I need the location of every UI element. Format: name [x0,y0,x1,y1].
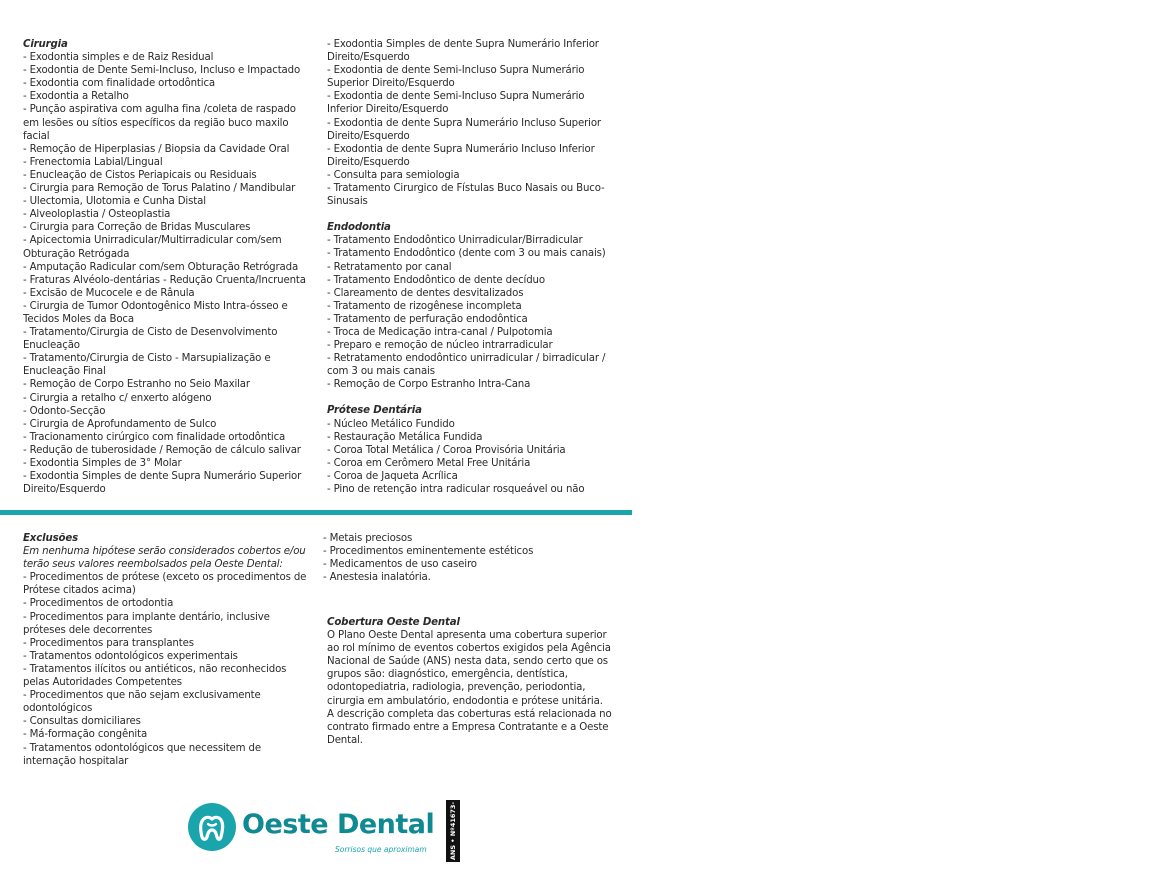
list-item: - Má-formação congênita [23,729,148,741]
list-item: - Tratamento de rizogênese incompleta [327,300,522,312]
list-item: - Metais preciosos [323,533,413,544]
list-item: - Coroa Total Metálica / Coroa Provisória Unitária [327,444,566,456]
exclusoes-heading: Exclusões [23,533,78,544]
list-item: - Enucleação de Cistos Periapicais ou Residuais [23,169,257,181]
list-item: - Tratamento de perfuração endodôntica [327,313,528,325]
list-item: - Procedimentos para transplantes [23,637,194,649]
list-item: - Odonto-Secção [23,405,106,417]
list-item: - Tratamentos ilícitos ou antiéticos, não reconhecidos pelas Autoridades Competentes [23,663,287,689]
list-item: - Frenectomia Labial/Lingual [23,156,163,168]
list-item: - Exodontia Simples de 3° Molar [23,458,182,469]
list-item: - Clareamento de dentes desvitalizados [327,287,524,299]
list-item: - Exodontia de dente Supra Numerário Incluso Inferior Direito/Esquerdo [327,143,595,168]
list-item: - Preparo e remoção de núcleo intrarradicular [327,340,553,352]
list-item: - Coroa em Cerômero Metal Free Unitária [327,457,531,469]
cobertura-section [327,616,612,747]
list-item: - Remoção de Corpo Estranho no Seio Maxilar [23,379,250,391]
protese-list [327,418,612,497]
list-item: - Exodontia Simples de dente Supra Numerário Inferior Direito/Esquerdo [327,39,599,64]
ans-registration-text: ANS • Nº41673-4 [449,801,471,861]
list-item: - Redução de tuberosidade / Remoção de cálculo salivar [23,444,301,456]
list-item: - Cirurgia para Remoção de Torus Palatino / Mandibular [23,183,296,195]
exclusoes-list-right [323,532,613,584]
list-item: - Exodontia a Retalho [23,91,129,103]
list-item: - Tratamento Cirurgico de Fístulas Buco Nasais ou Buco-Sinusais [327,183,605,208]
list-item: - Consulta para semiologia [327,169,460,181]
list-item: - Procedimentos para implante dentário, inclusive próteses dele decorrentes [23,611,270,636]
cobertura-text: O Plano Oeste Dental apresenta uma cobertura superior ao rol mínimo de eventos cobertos exigidos pela Agência Nacional de Saúde (ANS) nesta data, sendo certo que os grupos são: diagnóstico, emergência, dentística, odontopediatria, radiologia, prevenção, periodontia, cirurgia em ambulatório, endodontia e prótese unitária. A descrição completa das coberturas está relacionada no contrato firmado entre a Empresa Contratante e a Oeste Dental. [327,630,612,746]
list-item: - Amputação Radicular com/sem Obturação Retrógrada [23,261,299,273]
exclusoes-section [23,532,308,768]
list-item: - Cirurgia de Aprofundamento de Sulco [23,418,217,430]
list-item: - Tratamentos odontológicos experimentais [23,650,238,662]
list-item: - Excisão de Mucocele e de Rânula [23,287,195,299]
list-item: - Tratamento Endodôntico (dente com 3 ou mais canais) [327,248,606,260]
list-item: - Consultas domiciliares [23,716,141,728]
section-divider [0,510,632,515]
list-item: - Procedimentos que não sejam exclusivamente odontológicos [23,690,261,715]
list-item: - Fraturas Alvéolo-dentárias - Redução Cruenta/Incruenta [23,274,306,286]
list-item: - Procedimentos de prótese (exceto os procedimentos de Prótese citados acima) [23,572,307,597]
protese-heading: Prótese Dentária [327,405,422,417]
cobertura-heading: Cobertura Oeste Dental [327,617,460,628]
list-item: - Núcleo Metálico Fundido [327,418,455,430]
list-item: - Remoção de Hiperplasias / Biopsia da Cavidade Oral [23,143,290,155]
list-item: - Alveoloplastia / Osteoplastia [23,209,171,221]
list-item: - Ulectomia, Ulotomia e Cunha Distal [23,196,206,208]
list-item: - Tratamento/Cirurgia de Cisto - Marsupialização e Enucleação Final [23,353,271,378]
right-column-top [327,38,612,496]
list-item: - Exodontia com finalidade ortodôntica [23,78,215,90]
list-item: - Procedimentos eminentemente estéticos [323,546,534,558]
endodontia-heading: Endodontia [327,222,391,234]
list-item: - Medicamentos de uso caseiro [323,559,477,571]
list-item: - Retratamento endodôntico unirradicular / birradicular / com 3 ou mais canais [327,353,606,378]
list-item: - Tracionamento cirúrgico com finalidade ortodôntica [23,431,286,443]
exclusoes-intro: Em nenhuma hipótese serão considerados cobertos e/ou terão seus valores reembolsados pela Oeste Dental: [23,546,306,571]
list-item: - Coroa de Jaqueta Acrílica [327,470,458,482]
list-item: - Retratamento por canal [327,261,452,273]
list-item: - Tratamento Endodôntico Unirradicular/Birradicular [327,235,583,247]
list-item: - Punção aspirativa com agulha fina /coleta de raspado em lesões ou sítios específicos da região buco maxilo facial [23,104,296,142]
list-item: - Restauração Metálica Fundida [327,431,483,443]
cirurgia-heading: Cirurgia [23,39,68,50]
list-item: - Exodontia simples e de Raiz Residual [23,52,214,64]
exclusoes-list [23,571,308,767]
list-item: - Exodontia Simples de dente Supra Numerário Superior Direito/Esquerdo [23,471,302,496]
list-item: - Anestesia inalatória. [323,572,431,584]
list-item: - Pino de retenção intra radicular rosqueável ou não [327,484,585,495]
list-item: - Tratamentos odontológicos que necessitem de internação hospitalar [23,742,261,767]
ans-registration-badge [446,800,471,862]
list-item: - Cirurgia para Correção de Bridas Musculares [23,222,251,234]
tooth-icon [188,803,236,851]
list-item: - Cirurgia a retalho c/ enxerto alógeno [23,392,212,404]
endodontia-list [327,234,612,391]
list-item: - Troca de Medicação intra-canal / Pulpotomia [327,326,553,338]
list-item: - Procedimentos de ortodontia [23,598,174,610]
exclusoes-list-continued [323,532,613,584]
cirurgia-section [23,38,308,496]
list-item: - Apicectomia Unirradicular/Multirradicular com/sem Obturação Retrógada [23,235,282,260]
list-item: - Tratamento/Cirurgia de Cisto de Desenvolvimento Enucleação [23,327,278,352]
list-item: - Exodontia de dente Semi-Incluso Supra Numerário Superior Direito/Esquerdo [327,65,585,90]
list-item: - Exodontia de dente Semi-Incluso Supra Numerário Inferior Direito/Esquerdo [327,91,585,116]
list-item: - Exodontia de Dente Semi-Incluso, Incluso e Impactado [23,65,301,77]
list-item: - Tratamento Endodôntico de dente decíduo [327,274,545,286]
cirurgia-cont-list [327,38,612,208]
list-item: - Cirurgia de Tumor Odontogênico Misto Intra-ósseo e Tecidos Moles da Boca [23,300,288,325]
oeste-dental-logo [188,803,438,859]
cirurgia-list [23,51,308,496]
list-item: - Remoção de Corpo Estranho Intra-Cana [327,379,531,391]
logo-tagline: Sorrisos que aproximam [335,845,427,854]
list-item: - Exodontia de dente Supra Numerário Incluso Superior Direito/Esquerdo [327,117,601,142]
logo-wordmark: Oeste Dental [242,809,435,840]
